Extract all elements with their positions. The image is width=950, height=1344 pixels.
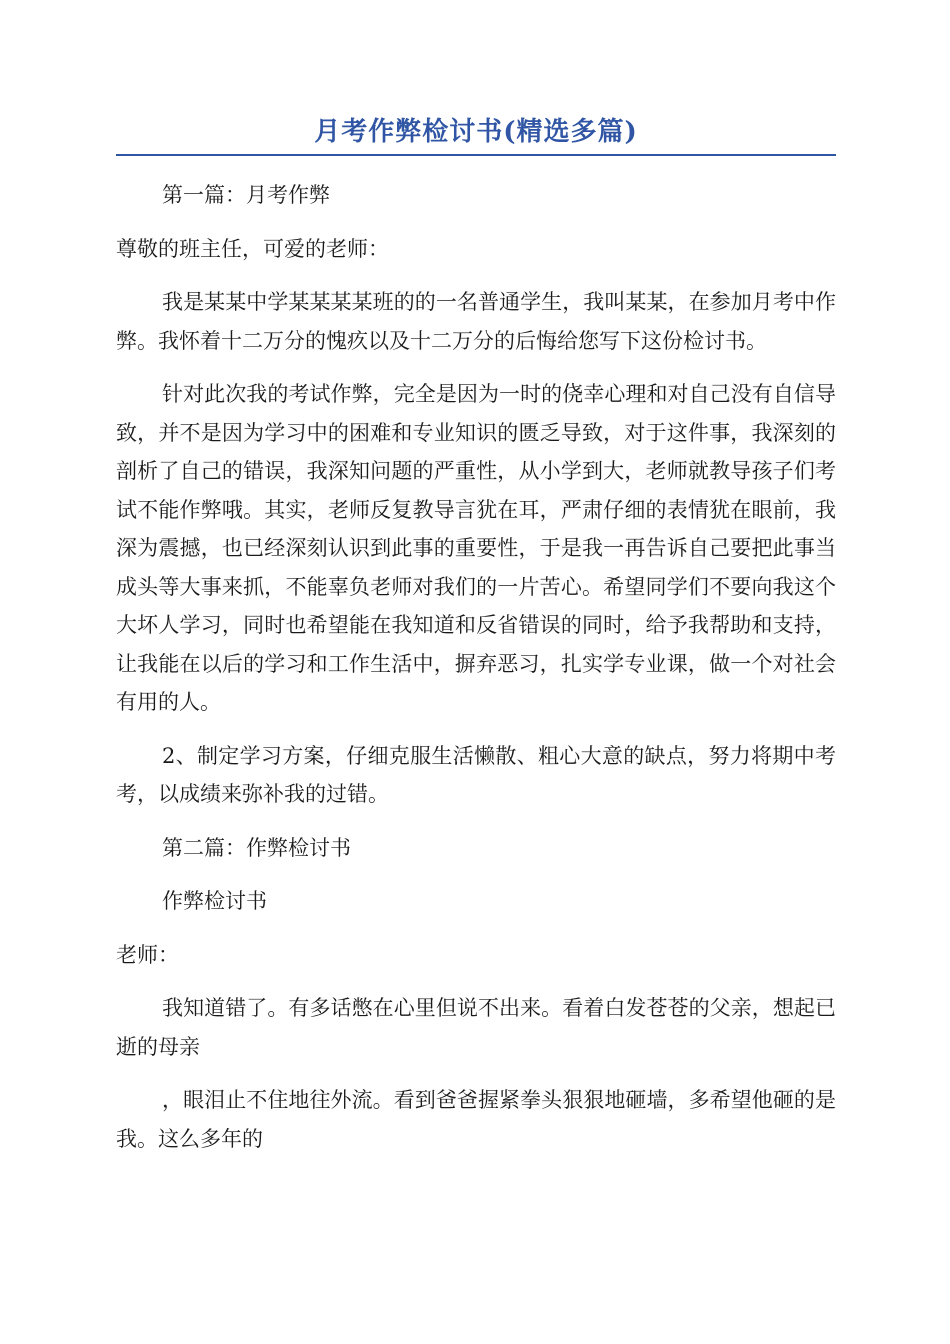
salutation-2: 老师： [116,942,179,967]
document-page [116,112,836,1158]
section-heading-2: 第二篇：作弊检讨书 [162,835,351,860]
section-heading-1: 第一篇：月考作弊 [162,183,330,207]
body-paragraph-2: 针对此次我的考试作弊，完全是因为一时的侥幸心理和对自己没有自信导致，并不是因为学习中的困难和专业知识的匮乏导致，对于这件事，我深刻的剖析了自己的错误，我深知问题的严重性，从小学到大，老师就教导孩子们考试不能作弊哦。其实，老师反复教导言犹在耳，严肃仔细的表情犹在眼前，我深为震撼，也已经深刻认识到此事的重要性，于是我一再告诉自己要把此事当成头等大事来抓，不能辜负老师对我们的一片苦心。希望同学们不要向我这个大坏人学习，同时也希望能在我知道和反省错误的同时，给予我帮助和支持，让我能在以后的学习和工作生活中，摒弃恶习，扎实学专业课，做一个对社会有用的人。 [116,382,836,714]
body-paragraph-4: 我知道错了。有多话憋在心里但说不出来。看着白发苍苍的父亲，想起已逝的母亲 [116,996,836,1059]
subtitle-2: 作弊检讨书 [162,889,267,913]
salutation-1: 尊敬的班主任，可爱的老师： [116,236,389,261]
body-paragraph-3: 2、制定学习方案，仔细克服生活懒散、粗心大意的缺点，努力将期中考考，以成绩来弥补我的过错。 [116,743,836,806]
body-paragraph-1: 我是某某中学某某某某班的的一名普通学生，我叫某某，在参加月考中作弊。我怀着十二万分的愧疚以及十二万分的后悔给您写下这份检讨书。 [116,290,836,353]
body-paragraph-5: ，眼泪止不住地往外流。看到爸爸握紧拳头狠狠地砸墙，多希望他砸的是我。这么多年的 [116,1088,836,1151]
document-title: 月考作弊检讨书(精选多篇) [116,112,836,156]
